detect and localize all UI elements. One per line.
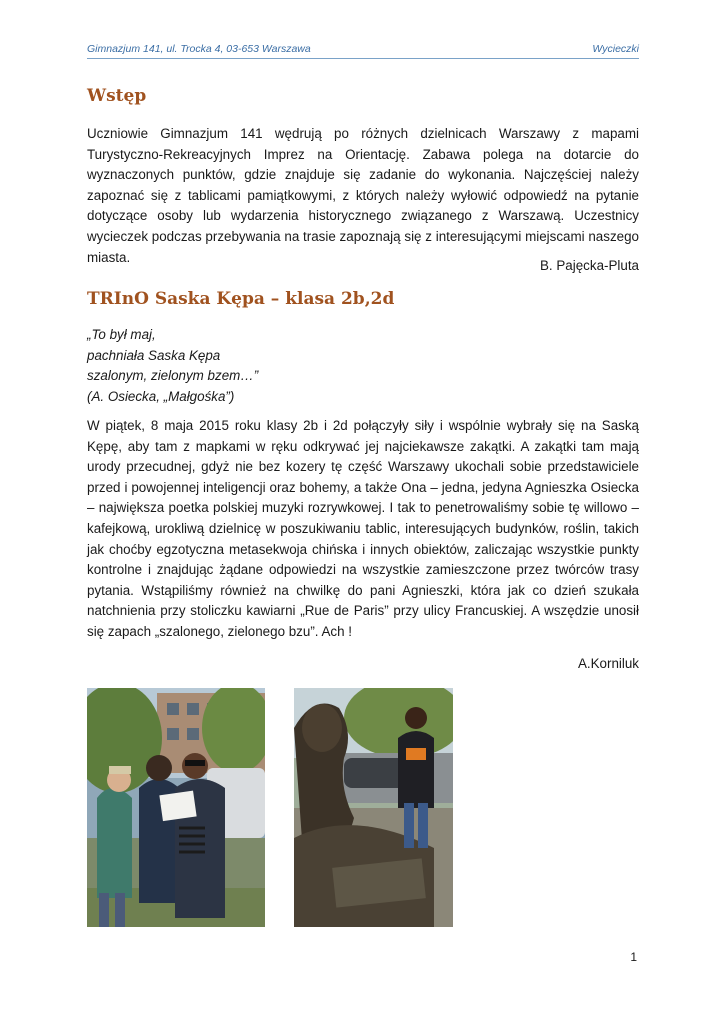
- photo-osiecka-statue: [294, 688, 453, 927]
- poem-line: „To był maj,: [87, 327, 156, 342]
- poem-line: szalonym, zielonym bzem…”: [87, 368, 259, 384]
- intro-signature: B. Pajęcka-Pluta: [540, 258, 639, 273]
- header-school-address: Gimnazjum 141, ul. Trocka 4, 03-653 Warszawa: [87, 43, 311, 55]
- poem-line: pachniała Saska Kępa: [87, 347, 221, 363]
- section-title-intro: Wstęp: [87, 86, 147, 106]
- poem-attribution: (A. Osiecka, „Małgośka”): [87, 388, 235, 404]
- page-header: [87, 42, 639, 59]
- trip-signature: A.Korniluk: [577, 656, 639, 671]
- photo-students-with-map: [87, 688, 265, 927]
- poem-quote: [87, 325, 487, 407]
- page-number: 1: [630, 950, 637, 964]
- intro-paragraph: Uczniowie Gimnazjum 141 wędrują po różnych dzielnicach Warszawy z mapami Turystyczno-Rekreacyjnych Imprez na Orientację. Zabawa polega na dotarcie do wyznaczonych punktów, gdzie znajduje się zadanie do wykonania. Najczęściej należy zapoznać się z tablicami pamiątkowymi, z których należy wyłowić odpowiedź na pytanie dotyczące osoby lub wydarzenia historycznego związanego z Warszawą. Uczestnicy wycieczek podczas przebywania na trasie zapoznają się z interesującymi miejscami naszego miasta.: [87, 126, 639, 265]
- trip-paragraph: W piątek, 8 maja 2015 roku klasy 2b i 2d połączyły siły i wspólnie wybrały się na Saską Kępę, aby tam z mapkami w ręku odkrywać jej najciekawsze zakątki. A zakątki tam mają urody przecudnej, gdyż nie bez kozery tę część Warszawy ukochali sobie przedstawiciele przed i powojennej inteligencji oraz bohemy, a także Ona – jedna, jedyna Agnieszka Osiecka – największa poetka polskiej muzyki rozrywkowej. I tak to penetrowaliśmy sobie tę willowo – kafejkową, urokliwą dzielnicę w poszukiwaniu tablic, interesujących budynków, roślin, takich jak choćby egzotyczna metasekwoja chińska i innych obiektów, zaliczając wszystkie punkty kontrolne i znajdując żądane odpowiedzi na wszystkie zamieszczone przez twórców trasy pytania. Wstąpiliśmy również na chwilkę do pani Agnieszki, która jak co dzień szukała natchnienia przy stoliczku kawiarni „Rue de Paris” przy ulicy Francuskiej. A wszędzie unosił się zapach „szalonego, zielonego bzu”. Ach !: [87, 418, 639, 639]
- header-section-name: Wycieczki: [592, 43, 639, 55]
- section-title-trino: TRInO Saska Kępa – klasa 2b,2d: [87, 289, 395, 309]
